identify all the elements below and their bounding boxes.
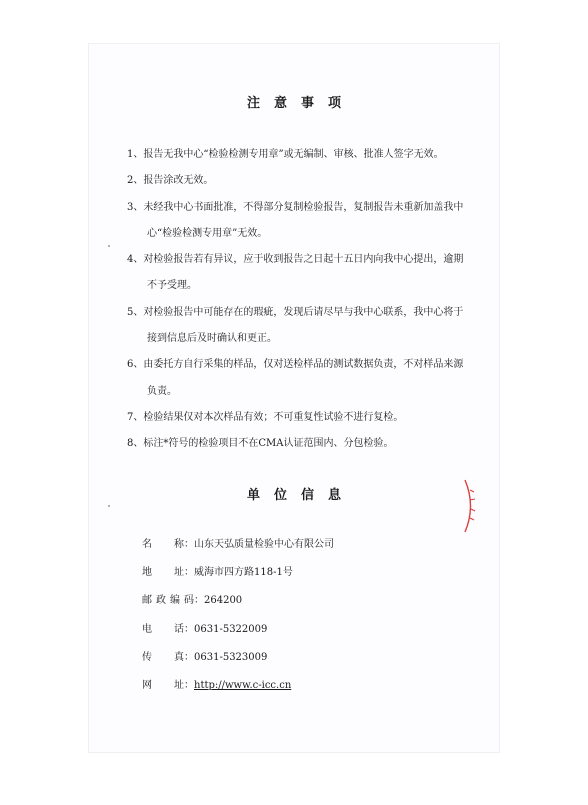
notice-title: 注意事项 <box>246 96 355 111</box>
postcode-label: 邮政编码 <box>142 595 194 607</box>
website-link[interactable]: http://www.c-icc.cn <box>194 679 292 691</box>
notice-item: 1、报告无我中心“检验检测专用章”或无编制、审核、批准人签字无效。 <box>127 149 444 160</box>
colon: ： <box>184 679 194 691</box>
name-value: 山东天弘质量检验中心有限公司 <box>194 539 334 550</box>
name-label: 名 称 <box>142 539 184 550</box>
unit-info <box>142 535 442 704</box>
info-row-website <box>142 676 442 704</box>
scan-mark <box>108 245 110 247</box>
colon: ： <box>184 623 194 635</box>
colon: ： <box>184 651 194 663</box>
notice-item: 6、由委托方自行采集的样品，仅对送检样品的测试数据负责，不对样品来源负责。 <box>127 359 464 397</box>
seal-stamp-fragment <box>462 478 482 534</box>
unit-info-title: 单位信息 <box>246 488 355 503</box>
notice-item: 3、未经我中心书面批准，不得部分复制检验报告，复制报告未重新加盖我中心“检验检测专用章”无效。 <box>127 201 464 239</box>
info-row-phone <box>142 620 442 648</box>
notice-item: 5、对检验报告中可能存在的瑕疵，发现后请尽早与我中心联系，我中心将于接到信息后及时确认和更正。 <box>127 306 464 345</box>
notice-item: 8、标注*符号的检验项目不在CMA认证范围内、分包检验。 <box>127 438 394 450</box>
notice-list <box>127 142 467 458</box>
info-row-fax <box>142 648 442 676</box>
website-label: 网 址 <box>142 679 184 691</box>
notice-item: 2、报告涂改无效。 <box>127 175 214 187</box>
fax-value: 0631-5323009 <box>194 651 268 663</box>
postcode-value: 264200 <box>204 595 243 607</box>
colon: ： <box>184 539 194 550</box>
notice-item: 4、对检验报告若有异议，应于收到报告之日起十五日内向我中心提出，逾期不予受理。 <box>127 254 464 292</box>
address-label: 地 址 <box>142 567 184 579</box>
colon: ： <box>184 567 194 579</box>
address-value: 威海市四方路118-1号 <box>194 567 293 579</box>
info-row-name <box>142 535 442 563</box>
fax-label: 传 真 <box>142 651 184 663</box>
phone-label: 电 话 <box>142 623 184 635</box>
phone-value: 0631-5322009 <box>194 623 268 635</box>
notice-item: 7、检验结果仅对本次样品有效；不可重复性试验不进行复检。 <box>127 411 404 423</box>
info-row-address <box>142 563 442 591</box>
info-row-postcode <box>142 591 442 619</box>
scan-mark <box>108 505 110 507</box>
colon: ： <box>194 595 204 607</box>
